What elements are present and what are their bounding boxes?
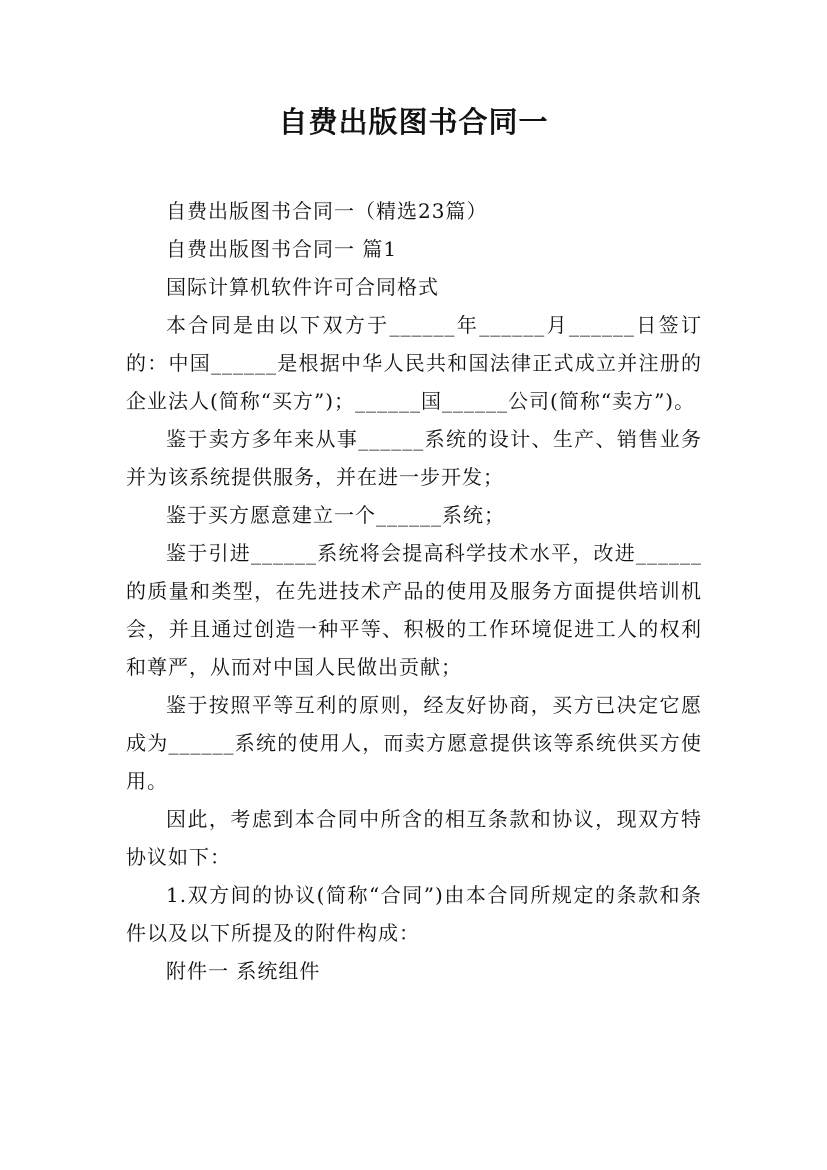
paragraph-seller-background: 鉴于卖方多年来从事______系统的设计、生产、销售业务并为该系统提供服务，并在进一步开发；: [126, 427, 702, 489]
paragraph-agreement-intro: 因此，考虑到本合同中所含的相互条款和协议，现双方特协议如下：: [126, 807, 702, 869]
paragraph-collection-title: 自费出版图书合同一（精选23篇）: [166, 199, 488, 223]
paragraph-parties: 本合同是由以下双方于______年______月______日签订的：中国______是根据中华人民共和国法律正式成立并注册的企业法人(简称“买方”)；______国______公司(简称“卖方”)。: [126, 313, 702, 413]
paragraph-section-heading: 自费出版图书合同一 篇1: [166, 237, 398, 261]
document-title: 自费出版图书合同一: [278, 105, 549, 139]
paragraph-mutual-benefit: 鉴于按照平等互利的原则，经友好协商，买方已决定它愿成为______系统的使用人，而卖方愿意提供该等系统供买方使用。: [126, 693, 702, 793]
paragraph-benefits: 鉴于引进______系统将会提高科学技术水平，改进______的质量和类型，在先进技术产品的使用及服务方面提供培训机会，并且通过创造一种平等、积极的工作环境促进工人的权利和尊严，从而对中国人民做出贡献；: [126, 541, 702, 679]
paragraph-contract-name: 国际计算机软件许可合同格式: [166, 275, 439, 299]
paragraph-annex-1: 附件一 系统组件: [166, 959, 321, 983]
paragraph-buyer-intent: 鉴于买方愿意建立一个______系统；: [166, 503, 505, 527]
document-body: [126, 192, 702, 990]
paragraph-clause-1: 1.双方间的协议(简称“合同”)由本合同所规定的条款和条件以及以下所提及的附件构成：: [126, 883, 702, 945]
